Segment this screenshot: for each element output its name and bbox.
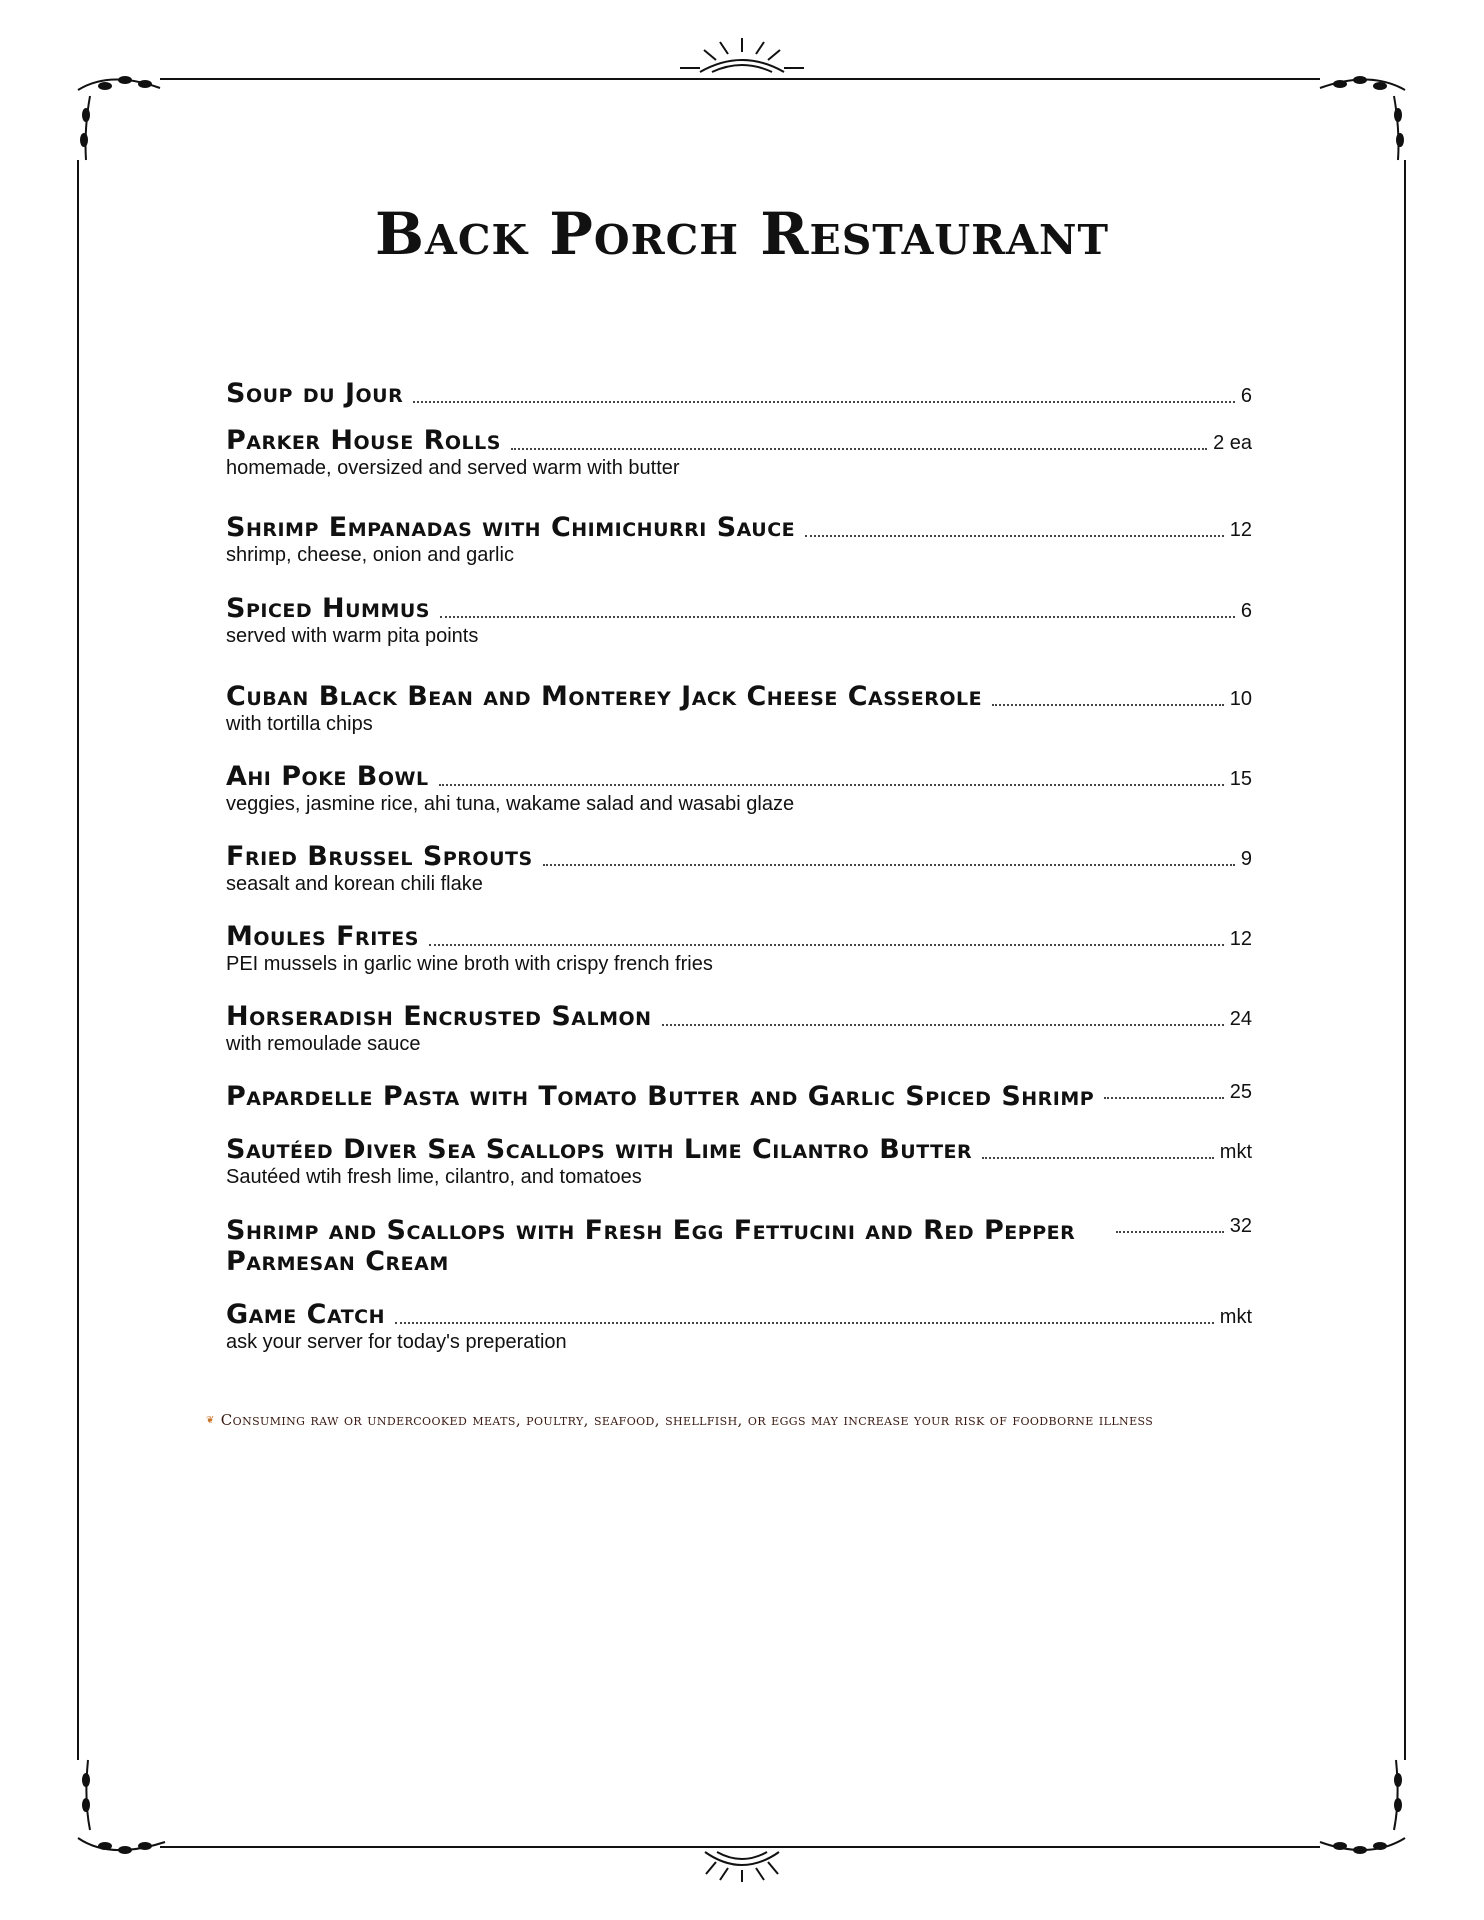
menu-item-name: Soup du Jour <box>226 378 404 409</box>
disclaimer-text: Consuming raw or undercooked meats, poultry, seafood, shellfish, or eggs may increase your risk of foodborne illness <box>220 1411 1154 1429</box>
menu-item-price: 25 <box>1229 1081 1252 1103</box>
menu-item-description: shrimp, cheese, onion and garlic <box>226 544 514 566</box>
leaf-ornament-icon: ❦ <box>206 1414 215 1426</box>
leader-dots <box>805 535 1224 537</box>
menu-item-name: Sautéed Diver Sea Scallops with Lime Cilantro Butter <box>226 1134 973 1165</box>
menu-item-price: mkt <box>1219 1141 1252 1163</box>
menu-item-description: Sautéed wtih fresh lime, cilantro, and tomatoes <box>226 1166 642 1188</box>
menu-item-price: 32 <box>1229 1215 1252 1237</box>
menu-item <box>226 512 1252 568</box>
menu-item <box>226 1081 1252 1112</box>
menu-item-name: Papardelle Pasta with Tomato Butter and Garlic Spiced Shrimp <box>226 1081 1095 1112</box>
leader-dots <box>1104 1097 1224 1099</box>
menu-item-name: Game Catch <box>226 1299 386 1330</box>
vine-corner-icon <box>1320 1760 1405 1853</box>
leader-dots <box>543 864 1235 866</box>
menu-item-description: veggies, jasmine rice, ahi tuna, wakame salad and wasabi glaze <box>226 793 795 815</box>
menu-item-name: Spiced Hummus <box>226 593 430 624</box>
menu-item <box>226 921 1252 977</box>
menu-item-description: seasalt and korean chili flake <box>226 873 483 895</box>
menu-item-name: Parker House Rolls <box>226 425 501 456</box>
leader-dots <box>1116 1231 1224 1233</box>
menu-item-price: 6 <box>1240 600 1252 622</box>
sun-ornament-bottom-icon <box>705 1852 779 1882</box>
menu-item-price: mkt <box>1219 1306 1252 1328</box>
menu-item-name: Cuban Black Bean and Monterey Jack Cheese Casserole <box>226 681 983 712</box>
leader-dots <box>395 1322 1214 1324</box>
menu-item-name: Ahi Poke Bowl <box>226 761 429 792</box>
vine-corner-icon <box>1320 77 1405 160</box>
vine-corner-icon <box>78 1760 165 1853</box>
menu-item-description: with remoulade sauce <box>226 1033 421 1055</box>
leader-dots <box>440 616 1235 618</box>
menu-item-price: 6 <box>1240 385 1252 407</box>
leader-dots <box>439 784 1224 786</box>
sun-ornament-icon <box>680 38 804 72</box>
menu-item-description: PEI mussels in garlic wine broth with crispy french fries <box>226 953 713 975</box>
leader-dots <box>992 704 1224 706</box>
vine-corner-icon <box>78 77 160 160</box>
menu-item-name: Shrimp Empanadas with Chimichurri Sauce <box>226 512 796 543</box>
menu-item <box>226 1299 1252 1355</box>
menu-item-name: Shrimp and Scallops with Fresh Egg Fettucini and Red Pepper Parmesan Cream <box>226 1215 1076 1277</box>
menu-item-price: 15 <box>1229 768 1252 790</box>
menu-item <box>226 425 1252 481</box>
food-safety-disclaimer <box>206 1411 1153 1429</box>
menu-item <box>226 1001 1252 1057</box>
menu-item-name: Horseradish Encrusted Salmon <box>226 1001 652 1032</box>
menu-item <box>226 378 1252 409</box>
menu-item-price: 9 <box>1240 848 1252 870</box>
leader-dots <box>413 401 1235 403</box>
menu-list <box>226 378 1252 1355</box>
menu-item <box>226 681 1252 737</box>
menu-item-description: with tortilla chips <box>226 713 373 735</box>
menu-item-description: served with warm pita points <box>226 625 479 647</box>
menu-item <box>226 841 1252 897</box>
leader-dots <box>662 1024 1224 1026</box>
menu-item <box>226 761 1252 817</box>
menu-item-description: homemade, oversized and served warm with butter <box>226 457 680 479</box>
menu-item <box>226 593 1252 649</box>
menu-item-price: 24 <box>1229 1008 1252 1030</box>
menu-item-description: ask your server for today's preperation <box>226 1331 567 1353</box>
menu-item-name: Moules Frites <box>226 921 419 952</box>
menu-item <box>226 1215 1252 1277</box>
menu-item-price: 10 <box>1229 688 1252 710</box>
leader-dots <box>982 1157 1214 1159</box>
menu-item <box>226 1134 1252 1190</box>
menu-item-price: 12 <box>1229 519 1252 541</box>
menu-item-price: 12 <box>1229 928 1252 950</box>
page-title: Back Porch Restaurant <box>374 200 1110 268</box>
menu-item-name: Fried Brussel Sprouts <box>226 841 533 872</box>
leader-dots <box>511 448 1207 450</box>
menu-item-price: 2 ea <box>1213 432 1252 454</box>
leader-dots <box>429 944 1224 946</box>
